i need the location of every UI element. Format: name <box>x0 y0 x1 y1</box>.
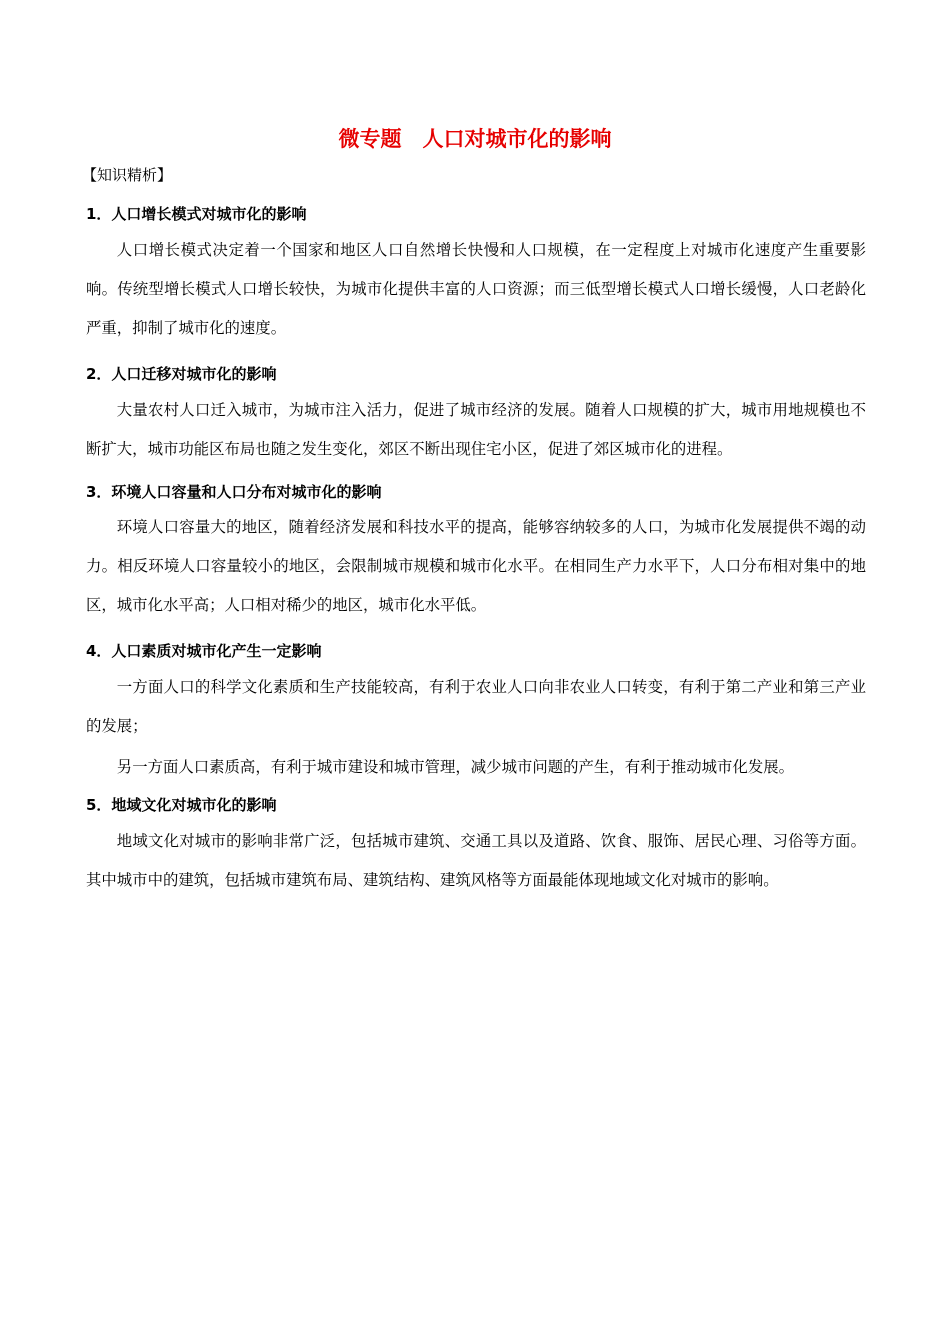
section-heading-3: 3．环境人口容量和人口分布对城市化的影响 <box>86 483 382 501</box>
section-4-paragraph-1: 一方面人口的科学文化素质和生产技能较高，有利于农业人口向非农业人口转变，有利于第二产业和第三产业的发展； <box>86 678 866 736</box>
section-heading-4: 4．人口素质对城市化产生一定影响 <box>86 642 322 660</box>
page-title: 微专题 人口对城市化的影响 <box>338 127 612 151</box>
section-4-paragraph-2: 另一方面人口素质高，有利于城市建设和城市管理，减少城市问题的产生，有利于推动城市化发展。 <box>116 758 794 776</box>
section-tag: 【知识精析】 <box>82 166 173 184</box>
section-heading-1: 1．人口增长模式对城市化的影响 <box>86 205 307 223</box>
section-heading-5: 5．地域文化对城市化的影响 <box>86 796 277 814</box>
section-3-paragraph-1: 环境人口容量大的地区，随着经济发展和科技水平的提高，能够容纳较多的人口，为城市化发展提供不竭的动力。相反环境人口容量较小的地区，会限制城市规模和城市化水平。在相同生产力水平下，人口分布相对集中的地区，城市化水平高；人口相对稀少的地区，城市化水平低。 <box>86 518 866 615</box>
section-heading-2: 2．人口迁移对城市化的影响 <box>86 365 277 383</box>
section-1-paragraph-1: 人口增长模式决定着一个国家和地区人口自然增长快慢和人口规模，在一定程度上对城市化速度产生重要影响。传统型增长模式人口增长较快，为城市化提供丰富的人口资源；而三低型增长模式人口增长缓慢，人口老龄化严重，抑制了城市化的速度。 <box>86 241 866 338</box>
section-2-paragraph-1: 大量农村人口迁入城市，为城市注入活力，促进了城市经济的发展。随着人口规模的扩大，城市用地规模也不断扩大，城市功能区布局也随之发生变化，郊区不断出现住宅小区，促进了郊区城市化的进程。 <box>86 401 866 459</box>
section-5-paragraph-1: 地域文化对城市的影响非常广泛，包括城市建筑、交通工具以及道路、饮食、服饰、居民心理、习俗等方面。其中城市中的建筑，包括城市建筑布局、建筑结构、建筑风格等方面最能体现地域文化对城市的影响。 <box>86 832 866 890</box>
